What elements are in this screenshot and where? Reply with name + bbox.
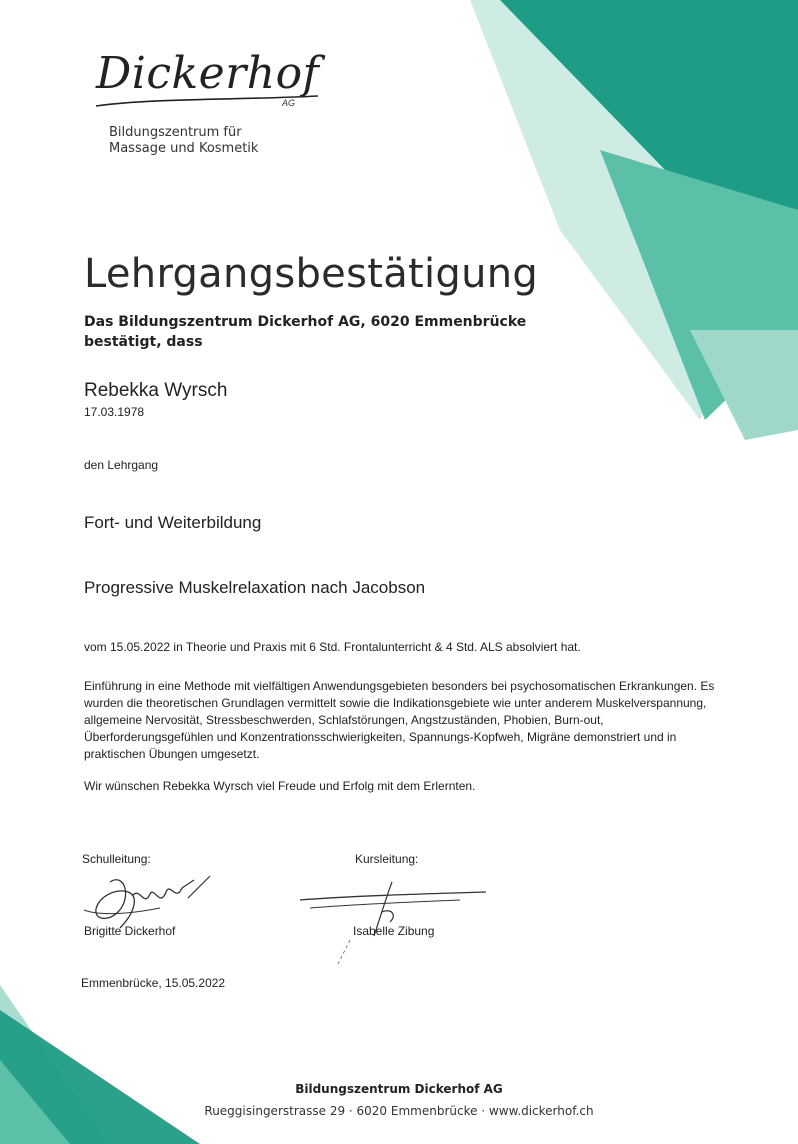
school-management-name: Brigitte Dickerhof [84,924,176,938]
course-management-name: Isabelle Zibung [353,924,435,938]
wishes-text: Wir wünschen Rebekka Wyrsch viel Freude und Erfolg mit dem Erlernten. [84,779,476,793]
description-line: Überforderungsgefühlen und Konzentrationsschwierigkeiten, Spannungs-Kopfweh, Migräne demonstriert und in [84,730,677,744]
participant-birthdate: 17.03.1978 [84,405,145,419]
description-line: wurden die theoretischen Grundlagen vermittelt sowie die Indikationsgebiete wie unter anderem Muskelverspannung, [84,696,707,710]
place-and-date: Emmenbrücke, 15.05.2022 [81,976,226,990]
signature-right [290,878,490,968]
logo-suffix: AG [282,98,296,108]
confirmation-text [84,312,526,352]
description-line: praktischen Übungen umgesetzt. [84,747,260,761]
description-line: allgemeine Nervosität, Stressbeschwerden, Schlafstörungen, Angstzuständen, Phobien, Burn-out, [84,713,604,727]
course-intro: den Lehrgang [84,458,159,472]
footer-address: Rueggisingerstrasse 29 · 6020 Emmenbrücke · www.dickerhof.ch [204,1104,594,1118]
school-management-label: Schulleitung: [82,852,151,866]
course-description [84,678,752,763]
course-management-label: Kursleitung: [355,852,419,866]
course-category: Fort- und Weiterbildung [84,513,262,532]
logo-wordmark: Dickerhof [96,48,320,99]
participant-name: Rebekka Wyrsch [84,380,228,401]
confirmation-line2: bestätigt, dass [84,334,203,350]
document-title: Lehrgangsbestätigung [84,251,539,297]
confirmation-line1: Das Bildungszentrum Dickerhof AG, 6020 Emmenbrücke [84,314,527,330]
footer-organization: Bildungszentrum Dickerhof AG [295,1082,503,1096]
logo-subtitle-line2: Massage und Kosmetik [109,141,259,156]
logo-subtitle-line1: Bildungszentrum für [109,125,242,140]
course-title: Progressive Muskelrelaxation nach Jacobson [84,578,426,597]
completion-text: vom 15.05.2022 in Theorie und Praxis mit 6 Std. Frontalunterricht & 4 Std. ALS absolviert hat. [84,640,581,654]
description-line: Einführung in eine Methode mit vielfältigen Anwendungsgebieten besonders bei psychosomatischen Erkrankungen. Es [84,679,715,693]
logo-subtitle [109,125,258,157]
